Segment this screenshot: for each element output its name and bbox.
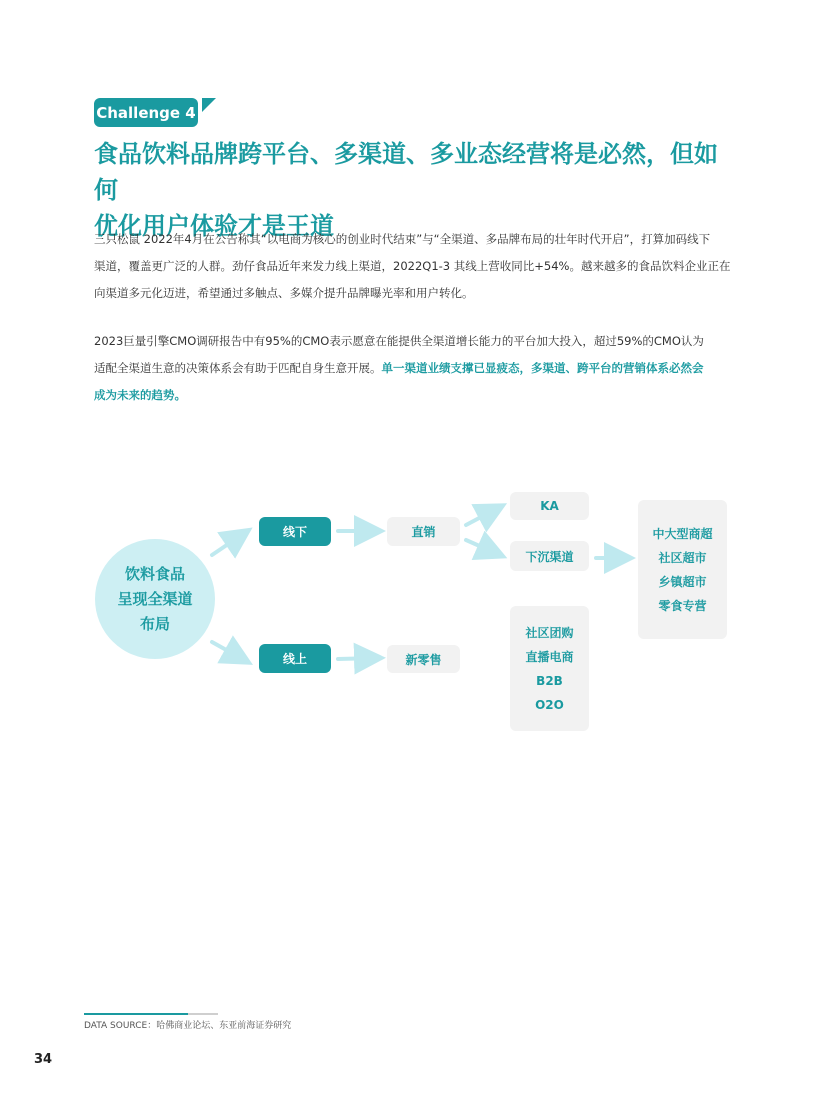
center-circle — [95, 539, 215, 659]
online-channels-box — [510, 606, 589, 731]
arrow-online-to-newretail — [338, 658, 378, 659]
offline-pill: 线下 — [259, 517, 331, 546]
data-source: DATA SOURCE：哈佛商业论坛、东亚前海证券研究 — [84, 1021, 292, 1031]
online-channel-item: 直播电商 — [525, 649, 574, 664]
center-line-1: 饮料食品 — [124, 564, 185, 583]
p1-line-1: 三只松鼠 2022年4月在公告称其“以电商为核心的创业时代结束”与“全渠道、多品牌布局的壮年时代开启”，打算加码线下 — [94, 232, 711, 246]
online-channel-item: 社区团购 — [525, 625, 574, 640]
lower-tier-outlets-box — [638, 500, 727, 639]
arrow-center-to-offline — [212, 532, 246, 555]
online-pill: 线上 — [259, 644, 331, 673]
paragraph-2 — [94, 328, 734, 409]
arrow-center-to-online — [212, 642, 246, 661]
direct-sales-box: 直销 — [387, 517, 460, 546]
p1-line-2: 渠道，覆盖更广泛的人群。劲仔食品近年来发力线上渠道，2022Q1-3 其线上营收同比+54%。越来越多的食品饮料企业正在 — [94, 259, 731, 273]
online-channel-item: B2B — [536, 673, 563, 688]
center-line-3: 布局 — [139, 614, 170, 633]
source-divider — [84, 1013, 218, 1015]
p1-line-3: 向渠道多元化迈进，希望通过多触点、多媒介提升品牌曝光率和用户转化。 — [94, 286, 474, 300]
arrow-direct-to-lowertier — [466, 540, 500, 555]
new-retail-box: 新零售 — [387, 645, 460, 673]
center-line-2: 呈现全渠道 — [117, 589, 193, 608]
channel-diagram — [0, 480, 816, 750]
outlet-item: 中大型商超 — [652, 526, 713, 541]
lower-tier-box: 下沉渠道 — [510, 541, 589, 571]
badge-corner-triangle — [202, 98, 216, 112]
outlet-item: 零食专营 — [658, 598, 707, 613]
online-channel-item: O2O — [535, 697, 564, 712]
p2-line-1: 2023巨量引擎CMO调研报告中有95%的CMO表示愿意在能提供全渠道增长能力的平台加大投入，超过59%的CMO认为 — [94, 334, 704, 348]
p2-highlight-1: 单一渠道业绩支撑已显疲态，多渠道、跨平台的营销体系必然会 — [381, 361, 704, 375]
challenge-badge: Challenge 4 — [94, 98, 198, 127]
p2-highlight-2: 成为未来的趋势。 — [94, 388, 186, 402]
ka-box: KA — [510, 492, 589, 520]
title-line-2: 优化用户体验才是王道 — [94, 212, 334, 240]
outlet-item: 社区超市 — [658, 550, 707, 565]
p2-line-2: 适配全渠道生意的决策体系会有助于匹配自身生意开展。 — [94, 361, 382, 375]
arrow-direct-to-ka — [466, 507, 500, 525]
paragraph-1 — [94, 226, 734, 307]
page-number: 34 — [34, 1052, 53, 1067]
title-line-1: 食品饮料品牌跨平台、多渠道、多业态经营将是必然，但如何 — [94, 140, 718, 204]
outlet-item: 乡镇超市 — [658, 574, 707, 589]
